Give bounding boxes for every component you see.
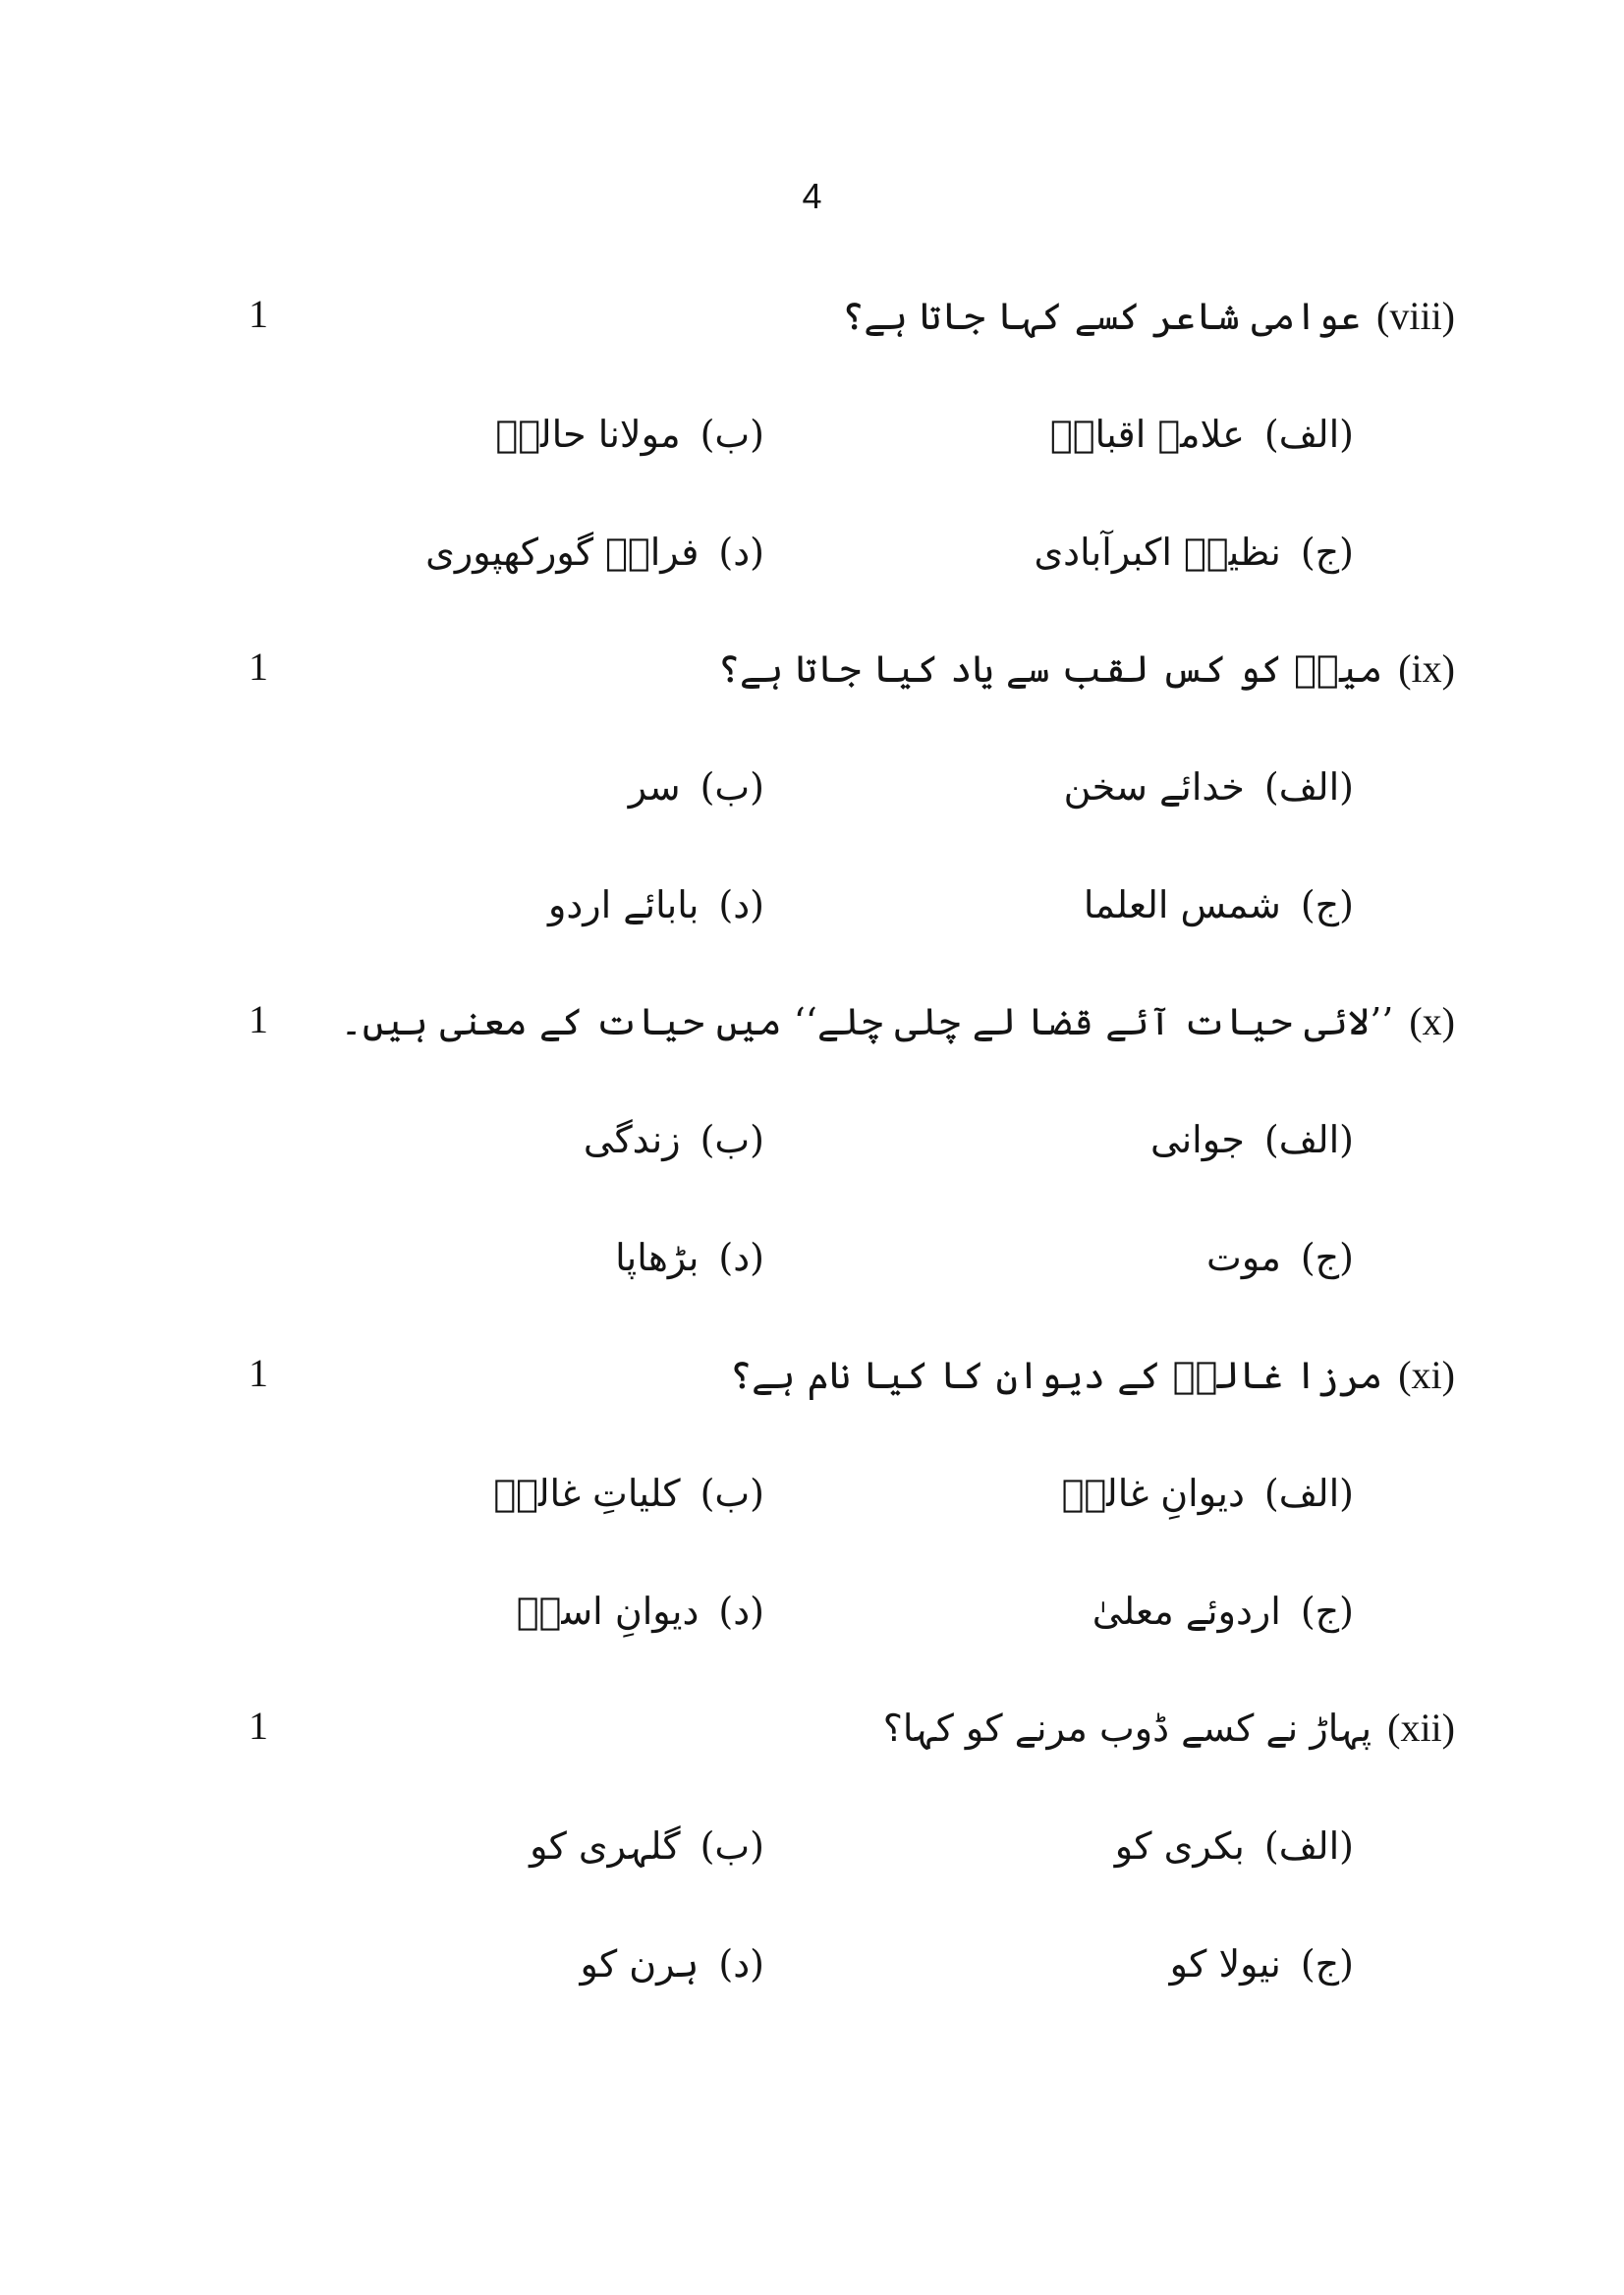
option-label: (ج): [1300, 883, 1354, 926]
option-text: جوانی: [1149, 1118, 1245, 1161]
option-text: کلیاتِ غالبؔ: [493, 1472, 681, 1515]
question-marks: 1: [249, 1704, 268, 1748]
question-text: [718, 640, 1455, 699]
option-label: (الف): [1263, 1472, 1354, 1515]
question-stem: ’’لائی حیات آئے قضا لے چلی چلے‘‘ میں حیات کے معنی ہیں۔: [340, 1000, 1394, 1043]
option-text: علامہ اقبالؔ: [1049, 413, 1245, 456]
option-label: (الف): [1263, 413, 1354, 456]
option-text: مولانا حالیؔ: [495, 413, 681, 456]
option-d: [214, 1582, 764, 1641]
option-text: دیوانِ اسدؔ: [516, 1590, 700, 1633]
option-text: فراقؔ گورکھپوری: [425, 531, 700, 574]
option-b: [214, 1110, 764, 1169]
question-viii: [0, 287, 1624, 641]
option-b: [214, 405, 764, 464]
option-label: (ج): [1300, 531, 1354, 574]
option-label: (ب): [700, 413, 764, 456]
option-a: [804, 1464, 1354, 1523]
option-b: [214, 757, 764, 816]
question-marks: 1: [249, 644, 268, 689]
option-text: بکری کو: [1114, 1824, 1245, 1868]
option-label: (د): [718, 883, 764, 926]
question-stem: میرؔ کو کس لقب سے یاد کیا جاتا ہے؟: [717, 647, 1383, 691]
option-label: (د): [718, 1942, 764, 1986]
option-c: [804, 523, 1354, 582]
option-text: نظیرؔ اکبرآبادی: [1034, 531, 1281, 574]
option-a: [804, 1817, 1354, 1875]
option-label: (ب): [700, 1824, 764, 1868]
question-stem: مرزا غالبؔ کے دیوان کا کیا نام ہے؟: [729, 1354, 1383, 1397]
question-number: (ix): [1398, 646, 1455, 691]
option-text: بڑھاپا: [615, 1236, 700, 1279]
option-label: (الف): [1263, 765, 1354, 809]
option-label: (د): [718, 531, 764, 574]
option-d: [214, 875, 764, 934]
option-c: [804, 1582, 1354, 1641]
option-text: خدائے سخن: [1063, 765, 1245, 809]
question-text: [842, 287, 1455, 346]
question-line: [0, 287, 1624, 346]
question-number: (xi): [1398, 1353, 1455, 1397]
question-stem: پہاڑ نے کسے ڈوب مرنے کو کہا؟: [882, 1707, 1372, 1750]
option-label: (ج): [1300, 1942, 1354, 1986]
question-number: (x): [1409, 999, 1455, 1043]
question-ix: [0, 640, 1624, 993]
option-text: بابائے اردو: [548, 883, 700, 926]
option-text: ہرن کو: [580, 1942, 700, 1986]
option-a: [804, 757, 1354, 816]
question-text: [883, 1699, 1455, 1758]
question-line: [0, 1346, 1624, 1405]
option-text: موت: [1206, 1236, 1281, 1279]
option-label: (الف): [1263, 1824, 1354, 1868]
option-label: (ب): [700, 1118, 764, 1161]
question-marks: 1: [249, 1351, 268, 1395]
option-text: نیولا کو: [1169, 1942, 1281, 1986]
option-d: [214, 1934, 764, 1993]
option-text: شمس العلما: [1083, 883, 1281, 926]
question-xii: [0, 1699, 1624, 2052]
option-c: [804, 1228, 1354, 1287]
option-label: (الف): [1263, 1118, 1354, 1161]
question-text: [730, 1346, 1455, 1405]
question-line: [0, 640, 1624, 699]
option-text: اردوئے معلیٰ: [1092, 1590, 1281, 1633]
option-label: (ب): [700, 1472, 764, 1515]
question-number: (xii): [1387, 1706, 1455, 1750]
question-marks: 1: [249, 292, 268, 336]
option-label: (ج): [1300, 1236, 1354, 1279]
option-text: زندگی: [583, 1118, 681, 1161]
option-a: [804, 1110, 1354, 1169]
option-d: [214, 1228, 764, 1287]
page-number: 4: [802, 176, 822, 216]
question-line: [0, 1699, 1624, 1758]
question-x: [0, 992, 1624, 1346]
option-label: (ج): [1300, 1590, 1354, 1633]
option-b: [214, 1817, 764, 1875]
question-line: [0, 992, 1624, 1051]
option-d: [214, 523, 764, 582]
question-xi: [0, 1346, 1624, 1700]
option-label: (د): [718, 1590, 764, 1633]
option-a: [804, 405, 1354, 464]
option-text: سر: [628, 765, 681, 809]
option-text: دیوانِ غالبؔ: [1061, 1472, 1245, 1515]
option-label: (ب): [700, 765, 764, 809]
question-marks: 1: [249, 997, 268, 1041]
option-c: [804, 875, 1354, 934]
question-stem: عوامی شاعر کسے کہا جاتا ہے؟: [842, 295, 1362, 338]
option-b: [214, 1464, 764, 1523]
question-text: [341, 992, 1455, 1051]
option-label: (د): [718, 1236, 764, 1279]
option-c: [804, 1934, 1354, 1993]
option-text: گلہری کو: [530, 1824, 681, 1868]
question-number: (viii): [1376, 294, 1455, 338]
